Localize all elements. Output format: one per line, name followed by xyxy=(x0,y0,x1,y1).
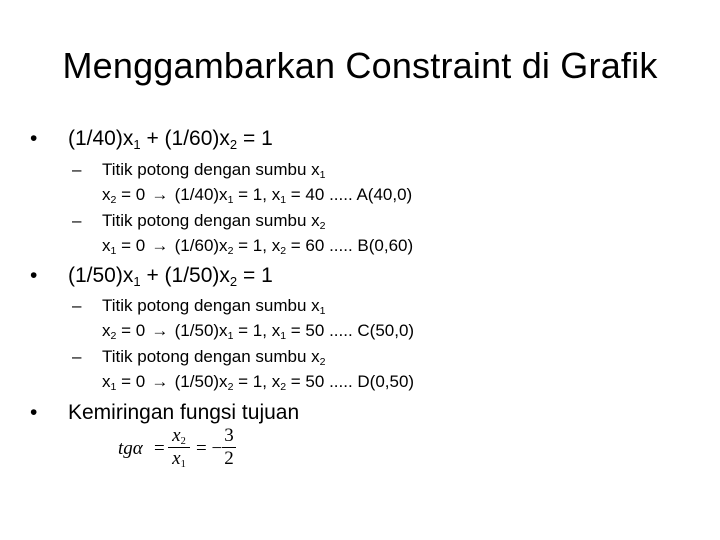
dash-icon: – xyxy=(72,296,82,315)
bullet-objective-slope: • Kemiringan fungsi tujuan xyxy=(30,401,300,424)
fraction-numerator: $x_2$ xyxy=(172,425,186,448)
arrow-right-icon: → xyxy=(151,372,169,391)
dash-icon: – xyxy=(72,211,82,230)
sub-line-2b: $x_1 = 0 \to (1/50)x_2 = 1$, $x_2 = 50$ ..... D(0,50) xyxy=(102,372,415,394)
sub-heading-1a: – Titik potong dengan sumbu $x_1$ xyxy=(72,160,326,182)
bullet-equation-2: • $(1/50)x_1 + (1/50)x_2 = 1$ xyxy=(30,264,273,289)
bullet-icon: • xyxy=(30,401,38,424)
sub-heading-1b: – Titik potong dengan sumbu $x_2$ xyxy=(72,211,326,233)
fraction-denominator: 2 xyxy=(224,448,234,469)
dash-icon: – xyxy=(72,347,82,366)
slide-title: Menggambarkan Constraint di Grafik xyxy=(62,45,658,86)
formula-lhs: tgα xyxy=(118,438,143,459)
sub-line-2a: $x_2 = 0 \to (1/50)x_1 = 1$, $x_1 = 50$ ..... C(50,0) xyxy=(102,321,415,343)
fraction-numerator: 3 xyxy=(224,425,234,446)
sub-heading-2a: – Titik potong dengan sumbu $x_1$ xyxy=(72,296,326,318)
sub-heading-2b: – Titik potong dengan sumbu $x_2$ xyxy=(72,347,326,369)
fraction-3-over-2 xyxy=(222,426,236,469)
sub-line-1a: $x_2 = 0 \to (1/40)x_1 = 1$, $x_1 = 40$ ..... A(40,0) xyxy=(102,185,413,207)
arrow-right-icon: → xyxy=(151,321,169,340)
fraction-x2-over-x1 xyxy=(168,426,190,469)
sub-line-1b: $x_1 = 0 \to (1/60)x_2 = 1$, $x_2 = 60$ ..... B(0,60) xyxy=(102,236,414,258)
bullet-equation-1: • $(1/40)x_1 + (1/60)x_2 = 1$ xyxy=(30,127,273,152)
fraction-denominator: $x_1$ xyxy=(172,448,186,471)
bullet-icon: • xyxy=(30,264,38,287)
arrow-right-icon: → xyxy=(151,185,169,204)
dash-icon: – xyxy=(72,160,82,179)
equals-sign: = xyxy=(154,438,165,459)
equals-minus-sign: = − xyxy=(196,438,223,459)
arrow-right-icon: → xyxy=(151,236,169,255)
bullet-icon: • xyxy=(30,127,38,150)
